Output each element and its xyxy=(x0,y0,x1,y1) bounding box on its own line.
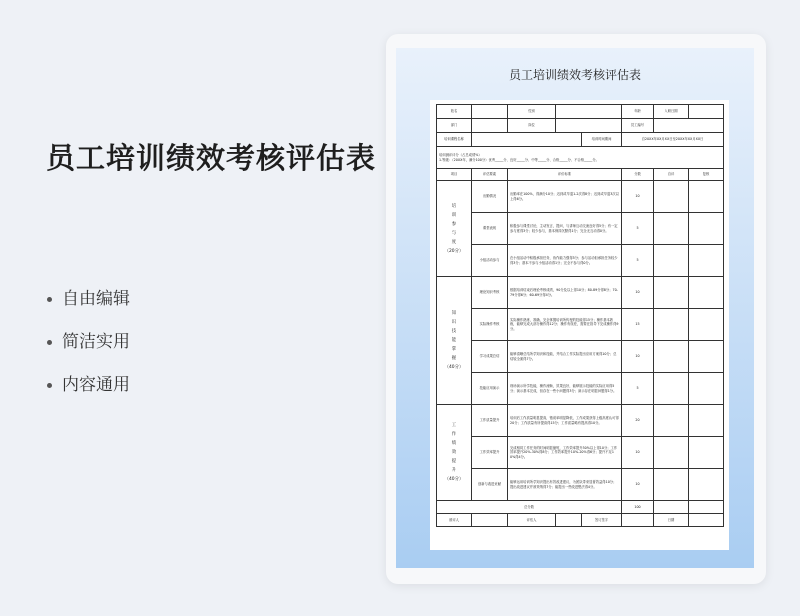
score-cell: 10 xyxy=(622,277,654,309)
bullet-icon xyxy=(47,297,52,302)
score-cell: 20 xyxy=(622,405,654,437)
evaluatee-label: 被评人 xyxy=(437,514,472,527)
section-cell xyxy=(437,181,472,277)
table-header-row xyxy=(437,169,724,181)
date-field[interactable] xyxy=(689,514,724,527)
criteria-cell: 能够运用培训所学知识提出有效改进建议，为团队带来显著效益得10分；提出改进建议并被采纳得7分；能提出一些改进想法得4分。 xyxy=(508,469,622,501)
self-score-field[interactable] xyxy=(654,373,689,405)
total-value: 100 xyxy=(622,501,654,514)
table-row xyxy=(437,181,724,213)
review-score-field[interactable] xyxy=(689,341,724,373)
emp-no-label: 员工编号 xyxy=(622,119,654,133)
self-score-field[interactable] xyxy=(654,341,689,373)
element-cell: 课堂表现 xyxy=(472,213,508,245)
table-row xyxy=(437,309,724,341)
period-label: 培训时间期间 xyxy=(582,133,622,147)
element-cell: 理论知识考核 xyxy=(472,277,508,309)
signature-field[interactable] xyxy=(622,514,654,527)
notes-row xyxy=(437,147,724,169)
score-cell: 5 xyxy=(622,213,654,245)
criteria-cell: 出勤率在100%，得满分10分；迟到或早退1-2次得8分；迟到或早退3次以上得6分。 xyxy=(508,181,622,213)
signature-label: 签订签字 xyxy=(582,514,622,527)
table-row xyxy=(437,213,724,245)
criteria-cell: 完成相同工作任务的时间明显缩短，工作效率提升30%以上得10分；工作效率提升20%-30%得8分；工作效率提升10%-20%得6分；提升不足10%得4分。 xyxy=(508,437,622,469)
criteria-cell: 在小组活动中积极承担任务，协作能力强得5分；参与活动但承担任务较少得3分；基本不参与小组活动得1分；完全不参与得0分。 xyxy=(508,245,622,277)
notes-line: 1.等级：（20XX年，满分100分）优秀_____分、良好_____分、中等_____分、合格_____分、不合格_____分。 xyxy=(439,157,599,162)
section-cell xyxy=(437,277,472,405)
dept-field[interactable] xyxy=(472,119,508,133)
evaluator-label: 评估人 xyxy=(508,514,556,527)
header-element: 评估要素 xyxy=(472,169,508,181)
element-cell: 创新与改进贡献 xyxy=(472,469,508,501)
score-cell: 15 xyxy=(622,309,654,341)
document-preview-card[interactable] xyxy=(386,34,766,584)
header-score: 分数 xyxy=(622,169,654,181)
period-value: 自20XX年XX月XX日至20XX年XX月XX日 xyxy=(622,133,724,147)
evaluator-field[interactable] xyxy=(556,514,582,527)
feature-item xyxy=(46,331,130,374)
feature-item xyxy=(46,288,130,331)
name-label: 姓名 xyxy=(437,105,472,119)
table-row xyxy=(437,373,724,405)
total-row xyxy=(437,501,724,514)
element-cell: 技能应用演示 xyxy=(472,373,508,405)
section-name: 知识技能掌握 xyxy=(451,311,457,361)
header-item: 项目 xyxy=(437,169,472,181)
total-review-field[interactable] xyxy=(689,501,724,514)
entry-date-field[interactable] xyxy=(689,105,724,119)
element-cell: 实际操作考核 xyxy=(472,309,508,341)
feature-label: 简洁实用 xyxy=(62,332,130,352)
table-row xyxy=(437,245,724,277)
element-cell: 工作效率提升 xyxy=(472,437,508,469)
section-points: （40分） xyxy=(444,477,464,482)
review-score-field[interactable] xyxy=(689,469,724,501)
page-title: 员工培训绩效考核评估表 xyxy=(46,141,377,175)
course-field[interactable] xyxy=(472,133,582,147)
review-score-field[interactable] xyxy=(689,373,724,405)
feature-label: 内容通用 xyxy=(62,375,130,395)
criteria-cell: 现场演示所学技能，操作流畅，效果良好，能够展示技能的实际应用得5分；演示基本完成，但存在一些小问题得3分；演示存在明显问题得1分。 xyxy=(508,373,622,405)
info-row xyxy=(437,119,724,133)
criteria-cell: 培训后工作质量明显提高，错误率明显降低，工作成果获得上级高度认可得20分；工作质量有所提高得15分；工作质量略有提高得10分。 xyxy=(508,405,622,437)
score-cell: 5 xyxy=(622,245,654,277)
self-score-field[interactable] xyxy=(654,437,689,469)
feature-label: 自由编辑 xyxy=(62,289,130,309)
score-cell: 10 xyxy=(622,437,654,469)
element-cell: 工作质量提升 xyxy=(472,405,508,437)
notes-cell xyxy=(437,147,724,169)
info-row xyxy=(437,133,724,147)
name-field[interactable] xyxy=(472,105,508,119)
criteria-cell: 根据培训结束后理论考核成绩，90分及以上得10分；80-89分得8分；70-79分得6分；60-69分得4分。 xyxy=(508,277,622,309)
self-score-field[interactable] xyxy=(654,181,689,213)
self-score-field[interactable] xyxy=(654,277,689,309)
date-label: 日期 xyxy=(654,514,689,527)
info-row xyxy=(437,105,724,119)
element-cell: 学习成果总结 xyxy=(472,341,508,373)
review-score-field[interactable] xyxy=(689,213,724,245)
gender-label: 性别 xyxy=(508,105,556,119)
element-cell: 出勤情况 xyxy=(472,181,508,213)
score-cell: 10 xyxy=(622,181,654,213)
feature-list xyxy=(46,288,130,417)
self-score-field[interactable] xyxy=(654,469,689,501)
gender-field[interactable] xyxy=(556,105,622,119)
section-cell xyxy=(437,405,472,501)
footer-row xyxy=(437,514,724,527)
section-points: （40分） xyxy=(444,365,464,370)
table-row xyxy=(437,405,724,437)
total-label: 总分数 xyxy=(437,501,622,514)
criteria-cell: 能够清晰总结所学知识和技能，并结合工作实际提出应用方案得10分；总结较全面得7分。 xyxy=(508,341,622,373)
evaluation-form-table xyxy=(436,104,724,527)
element-cell: 小组活动参与 xyxy=(472,245,508,277)
header-criteria: 评价标准 xyxy=(508,169,622,181)
review-score-field[interactable] xyxy=(689,405,724,437)
bullet-icon xyxy=(47,340,52,345)
evaluatee-field[interactable] xyxy=(472,514,508,527)
document-background xyxy=(396,48,754,568)
self-score-field[interactable] xyxy=(654,213,689,245)
section-name: 工作绩效提升 xyxy=(451,423,457,473)
table-row xyxy=(437,341,724,373)
feature-item xyxy=(46,374,130,417)
section-name: 培训参与度 xyxy=(451,203,457,245)
dept-label: 部门 xyxy=(437,119,472,133)
notes-line: 培训测评评分（占总成绩%） xyxy=(439,153,482,158)
total-self-field[interactable] xyxy=(654,501,689,514)
header-self: 自评 xyxy=(654,169,689,181)
review-score-field[interactable] xyxy=(689,277,724,309)
self-score-field[interactable] xyxy=(654,405,689,437)
criteria-cell: 实际操作熟练，准确，完全掌握培训所传授的技能得15分；操作基本熟练，能够完成大部分操作得12分；操作有误差，需要在指导下完成操作得9分。 xyxy=(508,309,622,341)
age-label: 年龄 xyxy=(622,105,654,119)
header-review: 复核 xyxy=(689,169,724,181)
self-score-field[interactable] xyxy=(654,245,689,277)
course-label: 培训课程名称 xyxy=(437,133,472,147)
entry-date-label: 入职日期 xyxy=(654,105,689,119)
criteria-cell: 积极参与课堂讨论，主动发言，提问，与讲师互动交流良好得5分；有一定参与度得3分；较少参与，基本保持沉默得1分；完全无互动得0分。 xyxy=(508,213,622,245)
table-row xyxy=(437,437,724,469)
review-score-field[interactable] xyxy=(689,245,724,277)
score-cell: 5 xyxy=(622,373,654,405)
bullet-icon xyxy=(47,383,52,388)
document-title: 员工培训绩效考核评估表 xyxy=(508,68,641,82)
review-score-field[interactable] xyxy=(689,309,724,341)
score-cell: 10 xyxy=(622,469,654,501)
emp-no-field[interactable] xyxy=(654,119,724,133)
review-score-field[interactable] xyxy=(689,437,724,469)
self-score-field[interactable] xyxy=(654,309,689,341)
review-score-field[interactable] xyxy=(689,181,724,213)
section-points: （20分） xyxy=(444,248,464,254)
table-row xyxy=(437,277,724,309)
score-cell: 10 xyxy=(622,341,654,373)
position-field[interactable] xyxy=(556,119,622,133)
position-label: 岗位 xyxy=(508,119,556,133)
table-row xyxy=(437,469,724,501)
document-paper xyxy=(430,100,729,550)
